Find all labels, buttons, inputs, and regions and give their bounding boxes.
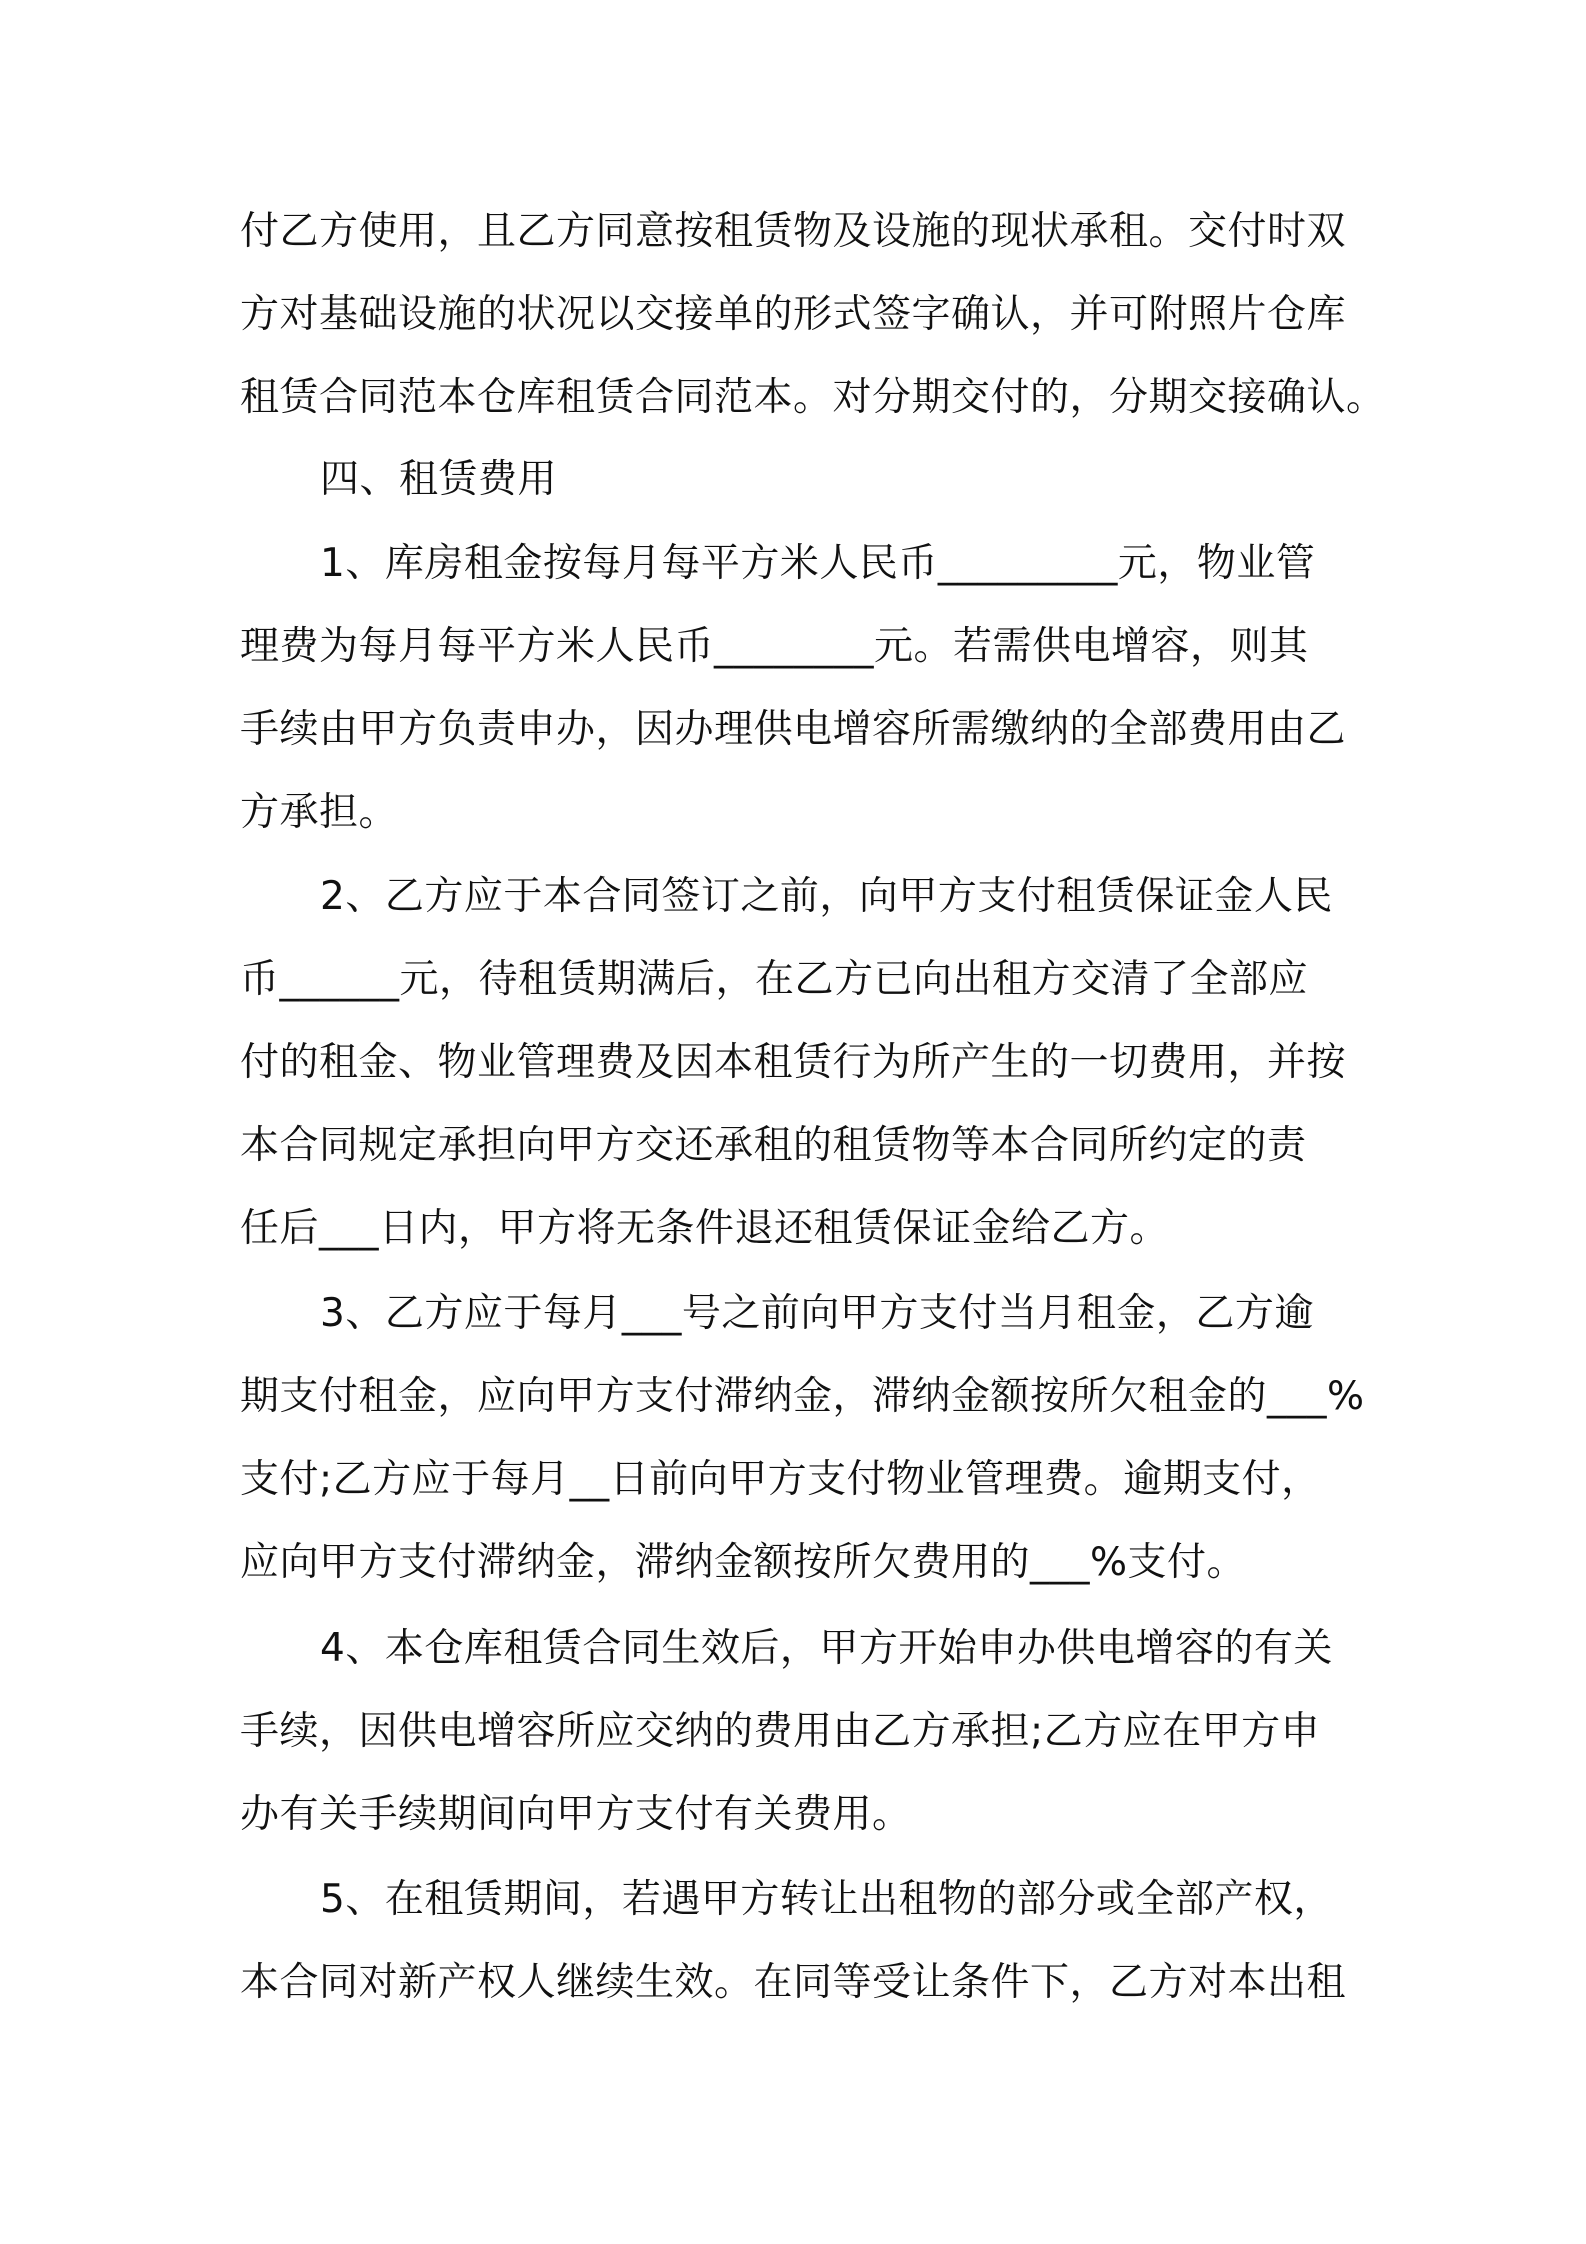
text-line: 本合同规定承担向甲方交还承租的租赁物等本合同所约定的责	[240, 1123, 1307, 1168]
clause-2	[240, 855, 1360, 1270]
clause-3	[240, 1272, 1365, 1604]
text-line: 租赁合同范本仓库租赁合同范本。对分期交付的，分期交接确认。	[240, 375, 1386, 420]
paragraph-intro	[240, 190, 1386, 439]
text-line: 任后___日内，甲方将无条件退还租赁保证金给乙方。	[240, 1206, 1170, 1251]
text-line: 付乙方使用，且乙方同意按租赁物及设施的现状承租。交付时双	[240, 209, 1347, 254]
text-line: 手续，因供电增容所应交纳的费用由乙方承担;乙方应在甲方申	[240, 1709, 1321, 1754]
text-line: 5、在租赁期间，若遇甲方转让出租物的部分或全部产权，	[320, 1877, 1333, 1922]
text-line: 办有关手续期间向甲方支付有关费用。	[240, 1792, 912, 1837]
text-line: 2、乙方应于本合同签订之前，向甲方支付租赁保证金人民	[320, 874, 1333, 919]
text-line: 1、库房租金按每月每平方米人民币_________元，物业管	[320, 541, 1316, 586]
clause-1	[240, 522, 1360, 854]
text-line: 付的租金、物业管理费及因本租赁行为所产生的一切费用，并按	[240, 1040, 1347, 1085]
text-line: 本合同对新产权人继续生效。在同等受让条件下，乙方对本出租	[240, 1960, 1347, 2005]
text-line: 理费为每月每平方米人民币________元。若需供电增容，则其	[240, 624, 1309, 669]
text-line: 方承担。	[240, 790, 399, 835]
heading-text: 四、租赁费用	[320, 457, 558, 502]
clause-4	[240, 1607, 1360, 1856]
text-line: 3、乙方应于每月___号之前向甲方支付当月租金，乙方逾	[320, 1291, 1314, 1336]
text-line: 币______元，待租赁期满后，在乙方已向出租方交清了全部应	[240, 957, 1309, 1002]
text-line: 4、本仓库租赁合同生效后，甲方开始申办供电增容的有关	[320, 1626, 1333, 1671]
text-line: 手续由甲方负责申办，因办理供电增容所需缴纳的全部费用由乙	[240, 707, 1347, 752]
section-heading	[240, 438, 1360, 521]
text-line: 应向甲方支付滞纳金，滞纳金额按所欠费用的___%支付。	[240, 1540, 1247, 1585]
clause-5	[240, 1858, 1360, 2024]
text-line: 期支付租金，应向甲方支付滞纳金，滞纳金额按所欠租金的___%	[240, 1374, 1365, 1419]
text-line: 支付;乙方应于每月__日前向甲方支付物业管理费。逾期支付，	[240, 1457, 1321, 1502]
text-line: 方对基础设施的状况以交接单的形式签字确认，并可附照片仓库	[240, 292, 1347, 337]
